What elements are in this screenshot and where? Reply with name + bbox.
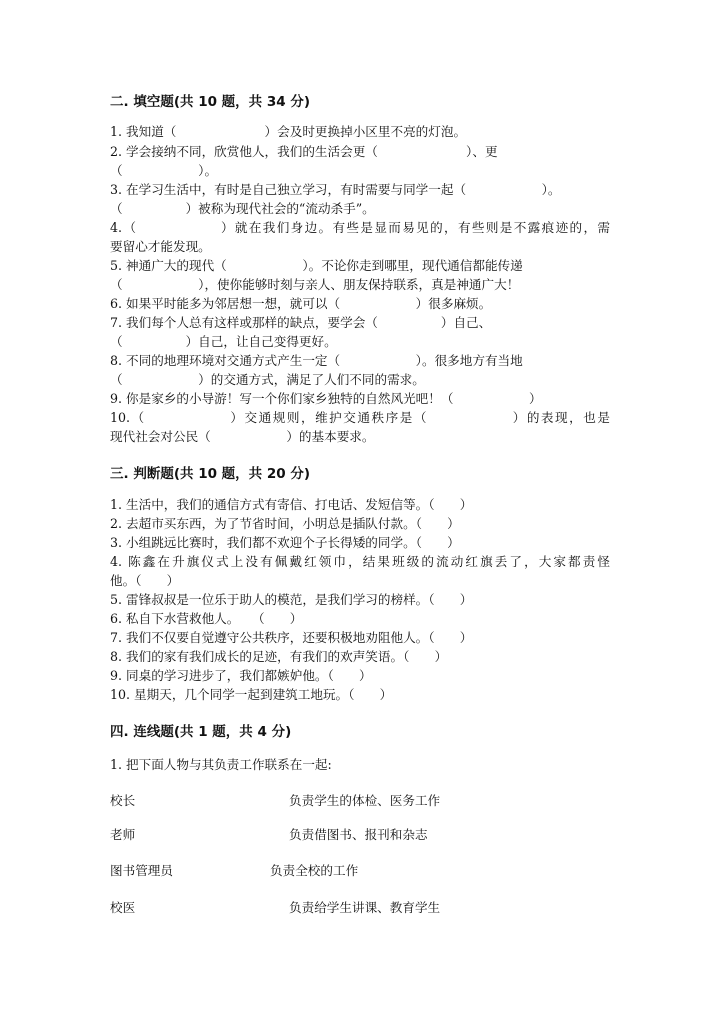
match-right-library: 负责借图书、报刊和杂志	[289, 827, 428, 842]
match-left-librarian: 图书管理员	[110, 863, 173, 878]
match-right-health: 负责学生的体检、医务工作	[289, 793, 441, 808]
judge-q6: 6. 私自下水营救他人。 （ ）	[110, 611, 303, 626]
match-left-principal: 校长	[110, 793, 136, 808]
judge-q4-cont: 他。（ ）	[110, 573, 180, 588]
judge-q7: 7. 我们不仅要自觉遵守公共秩序，还要积极地劝阻他人。（ ）	[110, 630, 473, 645]
judge-q9: 9. 同桌的学习进步了，我们都嫉妒他。（ ）	[110, 668, 372, 683]
match-right-teaching: 负责给学生讲课、教育学生	[289, 900, 441, 915]
match-left-doctor: 校医	[110, 900, 136, 915]
fill-q3-cont: （ ）被称为现代社会的“流动杀手”。	[110, 201, 375, 216]
judge-q5: 5. 雷锋叔叔是一位乐于助人的模范，是我们学习的榜样。（ ）	[110, 592, 473, 607]
judge-q8: 8. 我们的家有我们成长的足迹，有我们的欢声笑语。（ ）	[110, 649, 448, 664]
match-left-teacher: 老师	[110, 827, 136, 842]
fill-q7-cont: （ ）自己，让自己变得更好。	[110, 334, 337, 349]
judge-q4: 4. 陈鑫在升旗仪式上没有佩戴红领巾，结果班级的流动红旗丢了，大家都责怪	[110, 554, 610, 569]
judge-q2: 2. 去超市买东西，为了节省时间，小明总是插队付款。（ ）	[110, 516, 460, 531]
fill-q6: 6. 如果平时能多为邻居想一想，就可以（ ）很多麻烦。	[110, 296, 492, 311]
fill-q5-cont: （ ），使你能够时刻与亲人、朋友保持联系，真是神通广大！	[110, 277, 520, 292]
fill-q10-cont: 现代社会对公民（ ）的基本要求。	[110, 429, 375, 444]
fill-q2-cont: （ ）。	[110, 163, 218, 178]
fill-q9: 9. 你是家乡的小导游！写一个你们家乡独特的自然风光吧！（ ）	[110, 391, 542, 406]
fill-q8: 8. 不同的地理环境对交通方式产生一定（ ）。很多地方有当地	[110, 353, 523, 368]
fill-q8-cont: （ ）的交通方式，满足了人们不同的需求。	[110, 372, 425, 387]
fill-blank-heading: 二. 填空题(共 10 题，共 34 分)	[110, 94, 311, 110]
fill-q5: 5. 神通广大的现代（ ）。不论你走到哪里，现代通信都能传递	[110, 258, 523, 273]
fill-q4: 4.（ ）就在我们身边。有些是显而易见的，有些则是不露痕迹的，需	[110, 220, 610, 235]
judge-q1: 1. 生活中，我们的通信方式有寄信、打电话、发短信等。（ ）	[110, 497, 473, 512]
fill-q10: 10.（ ）交通规则，维护交通秩序是（ ）的表现，也是	[110, 410, 610, 425]
fill-q4-cont: 要留心才能发现。	[110, 239, 211, 254]
judge-q3: 3. 小组跳远比赛时，我们都不欢迎个子长得矮的同学。（ ）	[110, 535, 460, 550]
fill-q3: 3. 在学习生活中，有时是自己独立学习，有时需要与同学一起（ ）。	[110, 182, 561, 197]
judge-q10: 10. 星期天，几个同学一起到建筑工地玩。（ ）	[110, 687, 393, 702]
match-right-school: 负责全校的工作	[270, 863, 359, 878]
matching-heading: 四. 连线题(共 1 题，共 4 分)	[110, 724, 292, 740]
fill-q2: 2. 学会接纳不同，欣赏他人，我们的生活会更（ ）、更	[110, 144, 498, 159]
fill-q7: 7. 我们每个人总有这样或那样的缺点，要学会（ ）自己、	[110, 315, 492, 330]
matching-prompt: 1. 把下面人物与其负责工作联系在一起:	[110, 757, 332, 772]
fill-q1: 1. 我知道（ ）会及时更换掉小区里不亮的灯泡。	[110, 124, 467, 139]
true-false-heading: 三. 判断题(共 10 题，共 20 分)	[110, 466, 311, 482]
